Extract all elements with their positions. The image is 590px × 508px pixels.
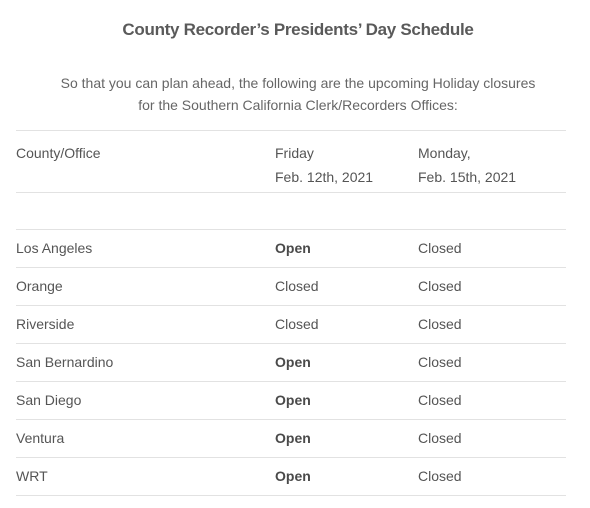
intro-text	[20, 72, 576, 116]
table-header	[16, 130, 566, 193]
intro-line-1: So that you can plan ahead, the following are the upcoming Holiday closures	[60, 75, 536, 91]
monday-status: Closed	[418, 278, 462, 294]
table-body	[16, 230, 566, 496]
county-name: Ventura	[16, 430, 65, 446]
table-row	[16, 458, 566, 496]
intro-line-2: for the Southern California Clerk/Recorders Offices:	[138, 97, 458, 113]
county-name: San Bernardino	[16, 354, 114, 370]
friday-status: Closed	[275, 316, 319, 332]
county-name: Los Angeles	[16, 240, 93, 256]
header-monday-day: Monday,	[418, 145, 471, 161]
friday-status: Open	[275, 430, 311, 446]
table-row	[16, 344, 566, 382]
page-title: County Recorder’s Presidents’ Day Schedule	[122, 20, 474, 39]
table-row	[16, 420, 566, 458]
monday-status: Closed	[418, 430, 462, 446]
monday-status: Closed	[418, 392, 462, 408]
schedule-table	[16, 130, 566, 496]
header-monday-date: Feb. 15th, 2021	[418, 169, 517, 185]
header-monday	[418, 141, 516, 189]
header-county-office: County/Office	[16, 145, 101, 161]
friday-status: Closed	[275, 278, 319, 294]
table-row	[16, 230, 566, 268]
monday-status: Closed	[418, 316, 462, 332]
monday-status: Closed	[418, 468, 462, 484]
friday-status: Open	[275, 240, 311, 256]
table-row	[16, 268, 566, 306]
friday-status: Open	[275, 392, 311, 408]
county-name: WRT	[16, 468, 48, 484]
monday-status: Closed	[418, 240, 462, 256]
friday-status: Open	[275, 354, 311, 370]
monday-status: Closed	[418, 354, 462, 370]
county-name: San Diego	[16, 392, 82, 408]
table-spacer-row	[16, 193, 566, 230]
table-row	[16, 306, 566, 344]
county-name: Riverside	[16, 316, 75, 332]
header-friday-day: Friday	[275, 145, 314, 161]
friday-status: Open	[275, 468, 311, 484]
county-name: Orange	[16, 278, 63, 294]
table-row	[16, 382, 566, 420]
header-friday-date: Feb. 12th, 2021	[275, 169, 374, 185]
header-friday	[275, 141, 373, 189]
